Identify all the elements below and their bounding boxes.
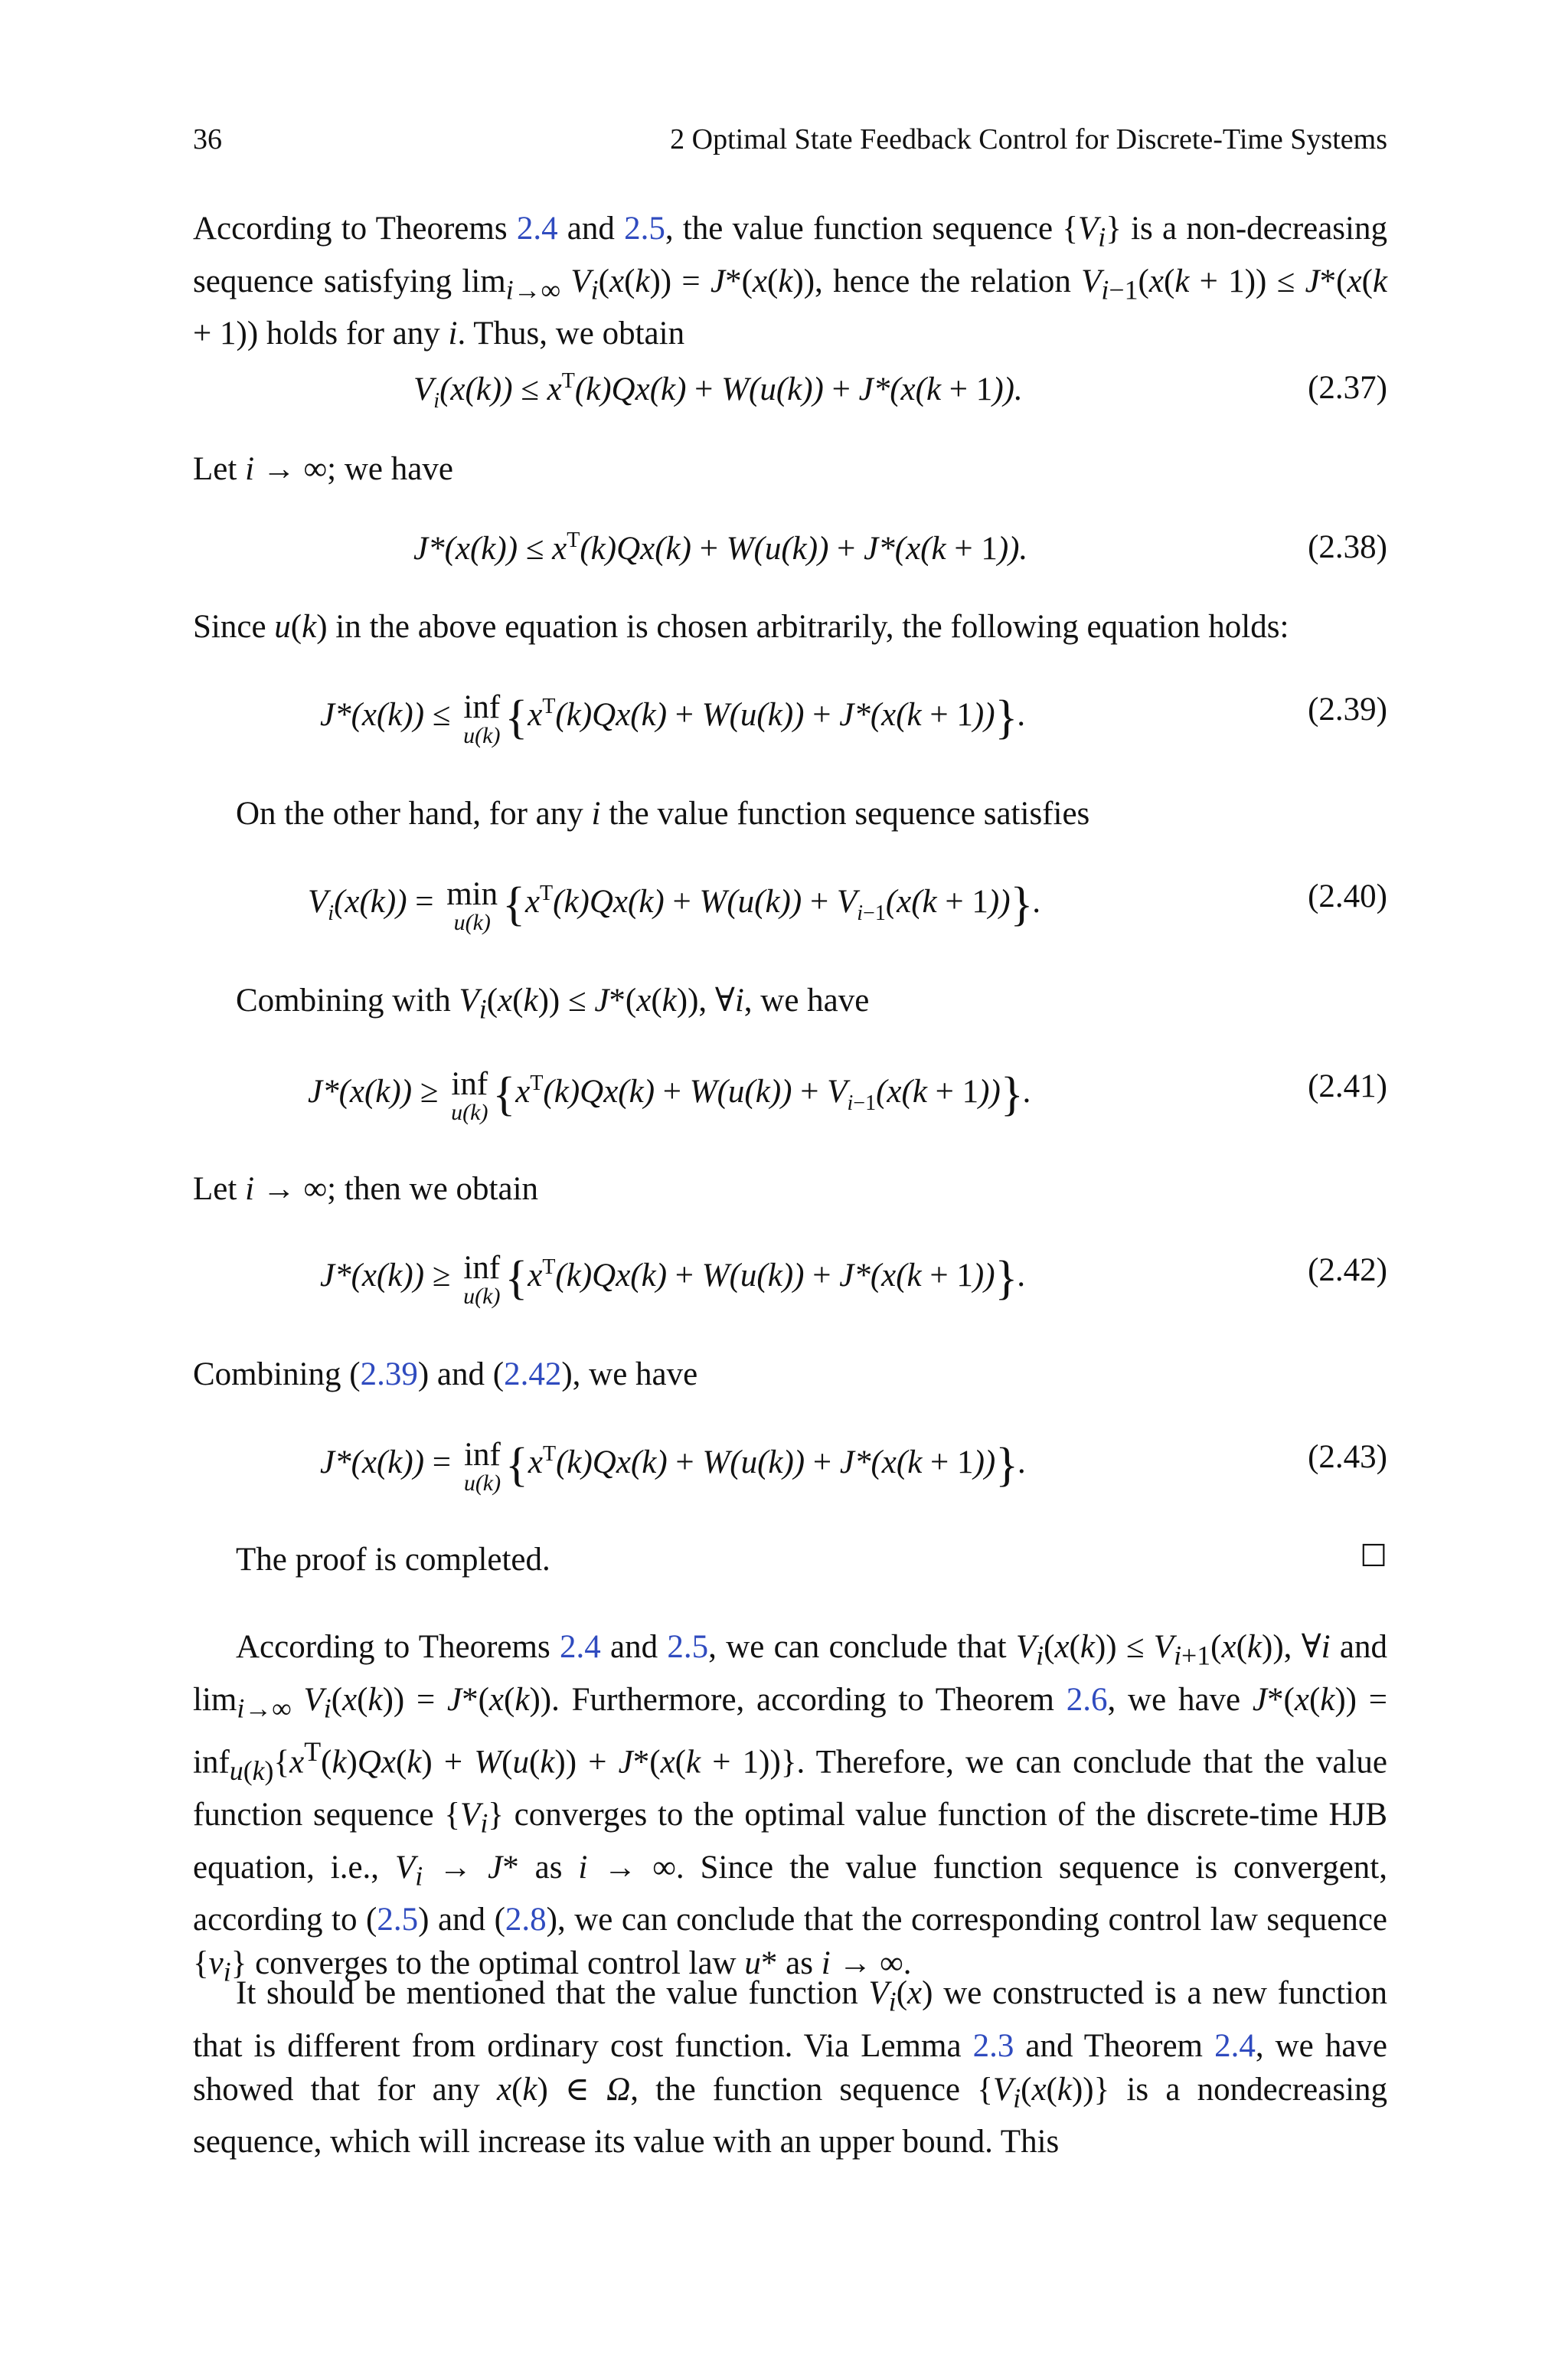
link-lemma-2-3[interactable]: 2.3 [972,2027,1014,2064]
paragraph-3: Since u(k) in the above equation is chosen arbitrarily, the following equation holds: [193,609,1289,645]
equation-2-39: J*(x(k)) ≤ inf u(k) $\{x^T(k)Qx(k) + W(u(k)) + J*(x(k + 1))\}$. (2.39) [320,689,1387,748]
running-title: 2 Optimal State Feedback Control for Discrete-Time Systems [670,123,1387,155]
equation-number: (2.39) [1308,692,1387,728]
link-eq-2-39[interactable]: 2.39 [360,1356,418,1392]
link-theorem-2-6[interactable]: 2.6 [1066,1681,1108,1718]
paragraph-2: Let i → ∞; we have [193,451,453,487]
equation-2-43: J*(x(k)) = inf u(k) $\{x^T(k)Qx(k) + W(u(k)) + J*(x(k + 1))\}$. (2.43) [320,1437,1387,1496]
equation-number: (2.43) [1308,1439,1387,1475]
link-eq-2-8[interactable]: 2.8 [505,1902,547,1938]
paragraph-4: On the other hand, for any i the value function sequence satisfies [236,796,1090,832]
qed-square-icon: ☐ [1360,1539,1387,1573]
equation-number: (2.42) [1308,1252,1387,1288]
link-theorem-2-5[interactable]: 2.5 [624,211,665,247]
equation-number: (2.37) [1308,370,1387,406]
paragraph-7: Combining (2.39) and (2.42), we have [193,1356,698,1392]
equation-number: (2.41) [1308,1068,1387,1104]
paragraph-9: According to Theorems 2.4 and 2.5, we can conclude that $V_i(x(k)) \le V_{i+1}(x(k))$, ∀i and $\lim_{i\to\infty} V_i(x(k)) = J*(x(k))$. Furthermore, according to Theorem 2.6, we have $J*(x(k)) = inf_{u(k)}\{x^T(k)Qx(k) + W(u(k)) + J*(x(k + 1))\}$. Therefore, we can conclude that the value function sequence $\{V_i\}$ converges to the optimal value function of the discrete-time HJB equation, i.e., $V_i \to J*$ as i → ∞. Since the value function sequence is convergent, according to (2.5) and (2.8), we can conclude that the corresponding control law sequence $\{v_i\}$ converges to the optimal control law u* as i → ∞. [193,1629,1388,1987]
equation-2-41: J*(x(k)) ≥ inf u(k) $\{x^T(k)Qx(k) + W(u(k)) + V_{i-1}(x(k + 1))\}$. (2.41) [308,1066,1387,1125]
page-number: 36 [193,123,222,155]
link-theorem-2-4[interactable]: 2.4 [516,211,558,247]
equation-number: (2.40) [1308,878,1387,914]
link-theorem-2-4[interactable]: 2.4 [1214,2027,1256,2064]
equation-2-37: $V_i(x(k)) \le x^T(k)Qx(k) + W(u(k)) + J*(x(k + 1))$. (2.37) [413,369,1387,413]
proof-end-text: The proof is completed. [236,1542,550,1578]
equation-2-42: J*(x(k)) ≥ inf u(k) $\{x^T(k)Qx(k) + W(u(k)) + J*(x(k + 1))\}$. (2.42) [320,1250,1387,1309]
link-theorem-2-5[interactable]: 2.5 [667,1629,709,1665]
running-header [193,123,1387,161]
paragraph-10: It should be mentioned that the value function $V_i(x)$ we constructed is a new function that is different from ordinary cost function. Via Lemma 2.3 and Theorem 2.4, we have showed that for any x(k) ∈ Ω, the function sequence $\{V_i(x(k))\}$ is a nondecreasing sequence, which will increase its value with an upper bound. This [193,1975,1388,2160]
equation-2-40: $V_i(x(k))$ = min u(k) $\{x^T(k)Qx(k) + W(u(k)) + V_{i-1}(x(k + 1))\}$. (2.40) [308,876,1387,935]
equation-number: (2.38) [1308,529,1387,565]
paragraph-6: Let i → ∞; then we obtain [193,1171,539,1207]
link-eq-2-5[interactable]: 2.5 [377,1902,419,1938]
paragraph-5: Combining with $V_i(x(k)) \le J*(x(k))$, ∀i, we have [236,983,870,1025]
paragraph-1: According to Theorems 2.4 and 2.5, the value function sequence $\{V_i\}$ is a non-decreasing sequence satisfying $\lim_{i\to\infty} V_i(x(k)) = J*(x(k))$, hence the relation $V_{i-1}(x(k + 1)) \le J*(x(k + 1))$ holds for any i. Thus, we obtain [193,211,1387,352]
paragraph-8 [193,1538,1387,1582]
link-theorem-2-4[interactable]: 2.4 [559,1629,601,1665]
link-eq-2-42[interactable]: 2.42 [504,1356,562,1392]
equation-2-38: $J*(x(k)) \le x^T(k)Qx(k) + W(u(k)) + J*(x(k + 1))$. (2.38) [413,528,1387,567]
